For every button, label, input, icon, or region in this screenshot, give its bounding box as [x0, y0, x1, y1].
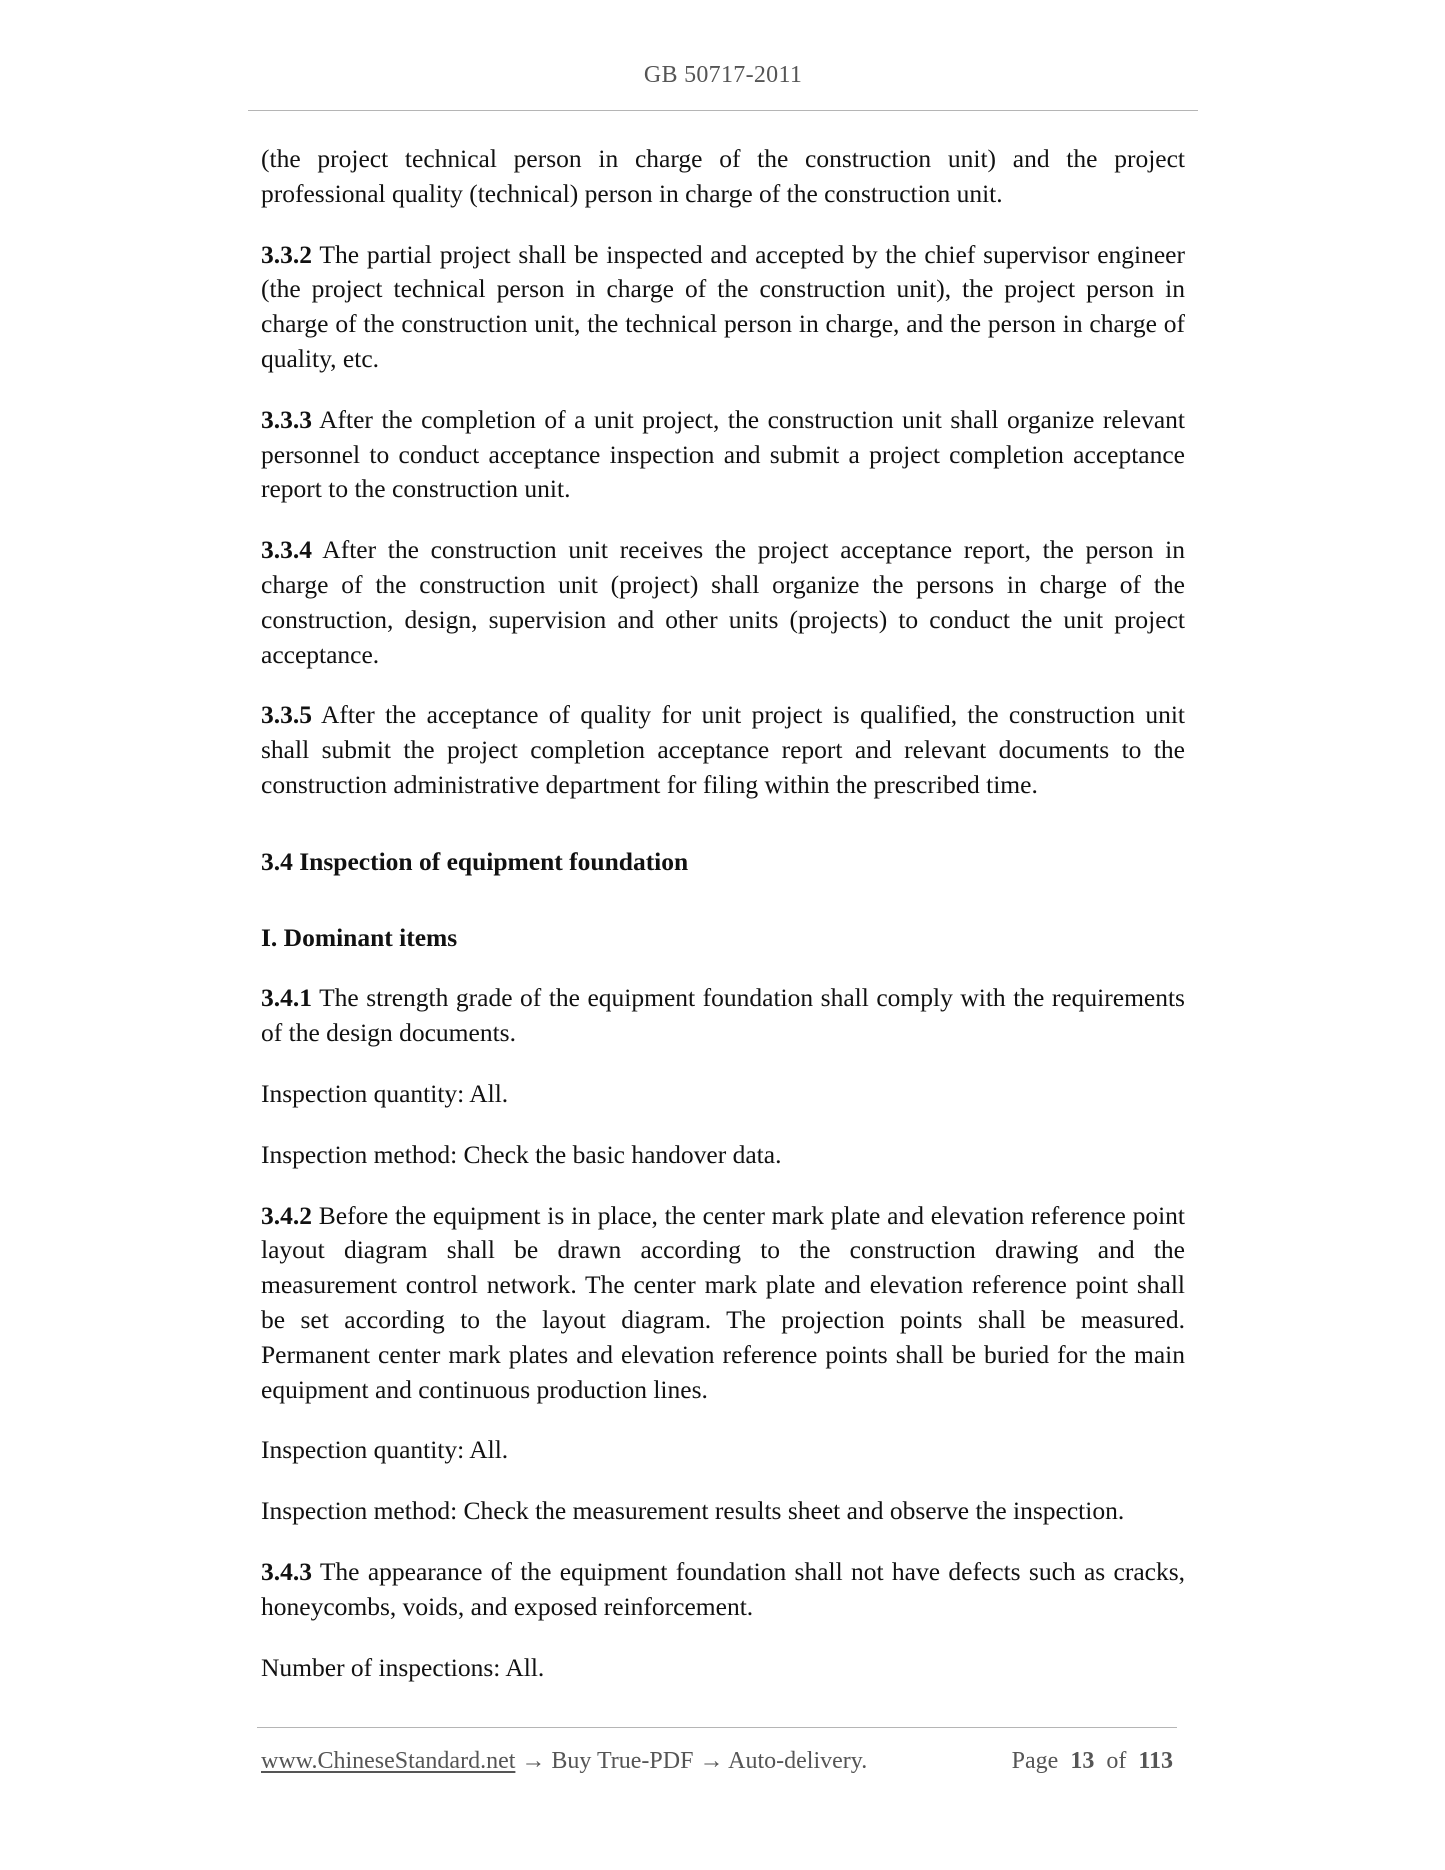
clause-number: 3.4.2 — [261, 1200, 312, 1230]
page-header: GB 50717-2011 — [643, 62, 803, 88]
buy-text: Buy True-PDF — [551, 1748, 694, 1774]
site-link[interactable]: www.ChineseStandard.net — [261, 1748, 516, 1774]
arrow-icon: → — [699, 1748, 724, 1774]
inspection-quantity: Inspection quantity: All. — [261, 1435, 509, 1465]
clause-3-3-5 — [261, 698, 1185, 802]
clause-3-4-1 — [261, 981, 1185, 1051]
clause-number: 3.4.3 — [261, 1556, 312, 1586]
paragraph-continuation — [261, 142, 1185, 212]
page-total: 113 — [1138, 1748, 1173, 1774]
paragraph-text: (the project technical person in charge of the construction unit) and the project professional quality (technical) person in charge of the construction unit. — [261, 144, 1185, 208]
arrow-icon: → — [521, 1748, 546, 1774]
footer-promo — [261, 1748, 867, 1775]
delivery-text: Auto-delivery. — [728, 1748, 868, 1774]
header-divider — [248, 110, 1198, 111]
section-heading: 3.4 Inspection of equipment foundation — [261, 846, 689, 876]
clause-text: The appearance of the equipment foundation shall not have defects such as cracks, honeycombs, voids, and exposed reinforcement. — [261, 1556, 1185, 1621]
clause-3-3-3 — [261, 403, 1185, 507]
clause-number: 3.4.1 — [261, 983, 312, 1013]
inspection-method: Inspection method: Check the basic handover data. — [261, 1139, 782, 1169]
clause-3-4-2 — [261, 1199, 1185, 1408]
clause-number: 3.3.4 — [261, 535, 312, 565]
clause-number: 3.3.3 — [261, 404, 312, 434]
clause-3-4-3 — [261, 1555, 1185, 1625]
clause-3-3-2 — [261, 238, 1185, 377]
clause-text: After the acceptance of quality for unit project is qualified, the construction unit shall submit the project completion acceptance report and relevant documents to the construction administrative department for filing within the prescribed time. — [261, 700, 1185, 799]
inspection-method: Inspection method: Check the measurement results sheet and observe the inspection. — [261, 1496, 1125, 1526]
of-label: of — [1106, 1748, 1127, 1774]
number-of-inspections: Number of inspections: All. — [261, 1652, 545, 1682]
clause-text: The strength grade of the equipment foundation shall comply with the requirements of the design documents. — [261, 983, 1185, 1048]
subsection-heading: I. Dominant items — [261, 922, 458, 952]
footer-divider — [257, 1727, 1177, 1728]
clause-number: 3.3.5 — [261, 700, 312, 730]
clause-number: 3.3.2 — [261, 239, 312, 269]
clause-text: After the construction unit receives the project acceptance report, the person in charge of the construction unit (project) shall organize the persons in charge of the construction, design, supervision and other units (projects) to conduct the unit project acceptance. — [261, 535, 1185, 669]
inspection-quantity: Inspection quantity: All. — [261, 1078, 509, 1108]
clause-text: After the completion of a unit project, the construction unit shall organize relevant personnel to conduct acceptance inspection and submit a project completion acceptance report to the construction unit. — [261, 404, 1185, 504]
page-label: Page — [1011, 1748, 1059, 1774]
page-number: 13 — [1070, 1748, 1095, 1774]
clause-text: Before the equipment is in place, the center mark plate and elevation reference point layout diagram shall be drawn according to the construction drawing and the measurement control network. The center mark plate and elevation reference point shall be set according to the layout diagram. The projection points shall be measured. Permanent center mark plates and elevation reference points shall be buried for the main equipment and continuous production lines. — [261, 1200, 1185, 1404]
clause-text: The partial project shall be inspected and accepted by the chief supervisor engineer (the project technical person in charge of the construction unit), the project person in charge of the construction unit, the technical person in charge, and the person in charge of quality, etc. — [261, 239, 1185, 373]
clause-3-3-4 — [261, 533, 1185, 672]
page-indicator — [1012, 1748, 1173, 1775]
document-body — [261, 142, 1185, 1711]
